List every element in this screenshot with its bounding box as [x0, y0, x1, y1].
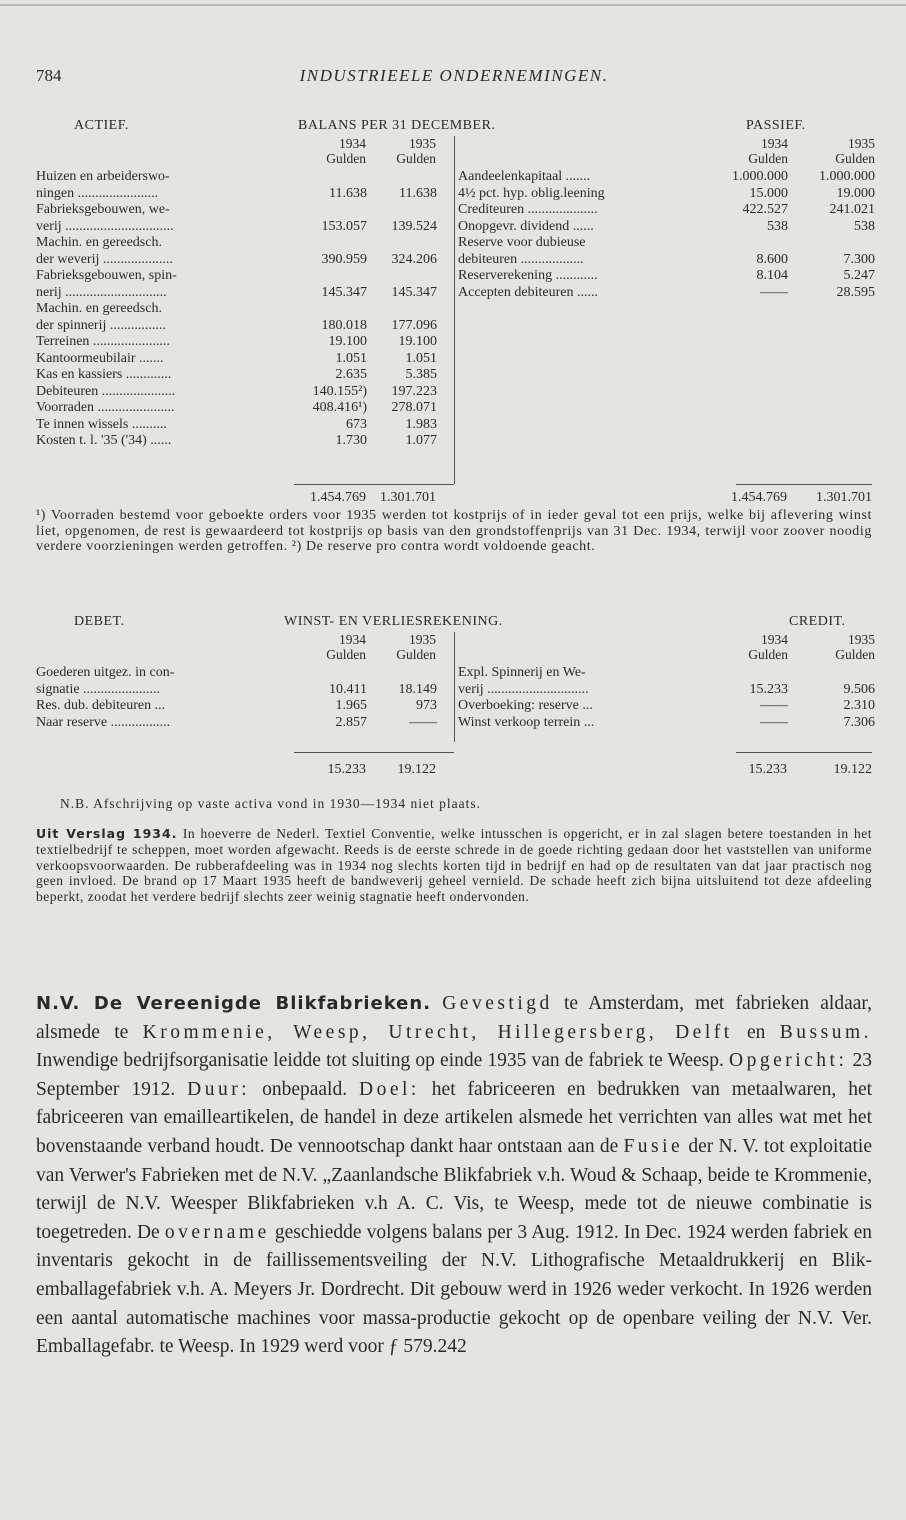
value-1935: 9.506	[843, 681, 875, 697]
value-1934: 1.000.000	[732, 169, 788, 184]
credit-row	[458, 698, 875, 715]
unit-label: Gulden	[748, 151, 788, 166]
row-label: 4½ pct. hyp. oblig.leening	[458, 185, 605, 201]
passief-column	[454, 136, 875, 484]
term-overname: overname	[164, 1221, 270, 1243]
profit-loss-heading: WINST- EN VERLIESREKENING.	[284, 614, 503, 629]
total-debet-1935: 19.122	[397, 762, 436, 777]
unit-label: Gulden	[835, 151, 875, 166]
actief-row	[36, 318, 454, 335]
credit-heading: CREDIT.	[789, 614, 846, 629]
term-fusie: Fusie	[623, 1135, 684, 1157]
total-debet-1934: 15.233	[327, 762, 366, 777]
passief-row	[458, 218, 875, 236]
term-doel: Doel:	[359, 1078, 420, 1100]
value-1934: 153.057	[321, 218, 367, 234]
actief-row	[36, 202, 454, 219]
actief-heading: ACTIEF.	[74, 118, 129, 133]
actief-row	[36, 417, 454, 434]
value-1935: 324.206	[391, 251, 437, 267]
year-1935: 1935	[409, 632, 436, 647]
value-1935: ——	[409, 714, 437, 730]
passief-row	[458, 284, 875, 302]
actief-rows	[36, 169, 454, 450]
value-1934: 673	[346, 416, 367, 432]
value-1935: 19.000	[836, 185, 875, 201]
row-label: Machin. en gereedsch.	[36, 301, 162, 316]
row-label: Te innen wissels ..........	[36, 416, 167, 432]
value-1935: 139.524	[391, 218, 437, 234]
row-label: ningen .......................	[36, 185, 159, 201]
row-label: Huizen en arbeiderswo-	[36, 169, 170, 184]
passief-rows	[458, 169, 875, 301]
actief-row	[36, 384, 454, 401]
report-lead: Uit Verslag 1934.	[36, 826, 178, 841]
value-1934: 19.100	[328, 334, 367, 349]
balance-footnote: ¹) Voorraden bestemd voor geboekte orders voor 1935 werden tot kostprijs of in ieder geval tot een prijs, welke bij aflevering winst liet, opgenomen, de rest is gewaardeerd tot kostprijs op basis van den grondstoffenprijs van 31 Dec. 1934, terwijl voor zoover noodig verdere voorzieningen werden getroffen. ²) De reserve pro contra wordt voldoende geacht.	[36, 508, 872, 554]
value-1935: 973	[416, 698, 437, 713]
row-label: Fabrieksgebouwen, spin-	[36, 268, 177, 283]
row-label: verij .............................	[458, 681, 589, 697]
company-text: en	[747, 1021, 766, 1043]
page-title: INDUSTRIEELE ONDERNEMINGEN.	[299, 66, 609, 85]
nb-note: N.B. Afschrijving op vaste activa vond in 1930—1934 niet plaats.	[60, 796, 481, 811]
total-passief-1935: 1.301.701	[816, 490, 872, 505]
value-1935: 7.300	[843, 251, 875, 267]
term-gevestigd: Gevestigd	[442, 993, 553, 1014]
profit-loss-totals	[36, 762, 872, 782]
debet-row	[36, 665, 454, 682]
total-credit-1934: 15.233	[748, 762, 787, 777]
value-1935: 278.071	[391, 400, 437, 415]
row-label: Terreinen ......................	[36, 334, 170, 349]
value-1934: 2.635	[335, 367, 367, 382]
value-1934: 408.416¹)	[312, 400, 367, 415]
year-1935: 1935	[848, 136, 875, 151]
actief-row	[36, 433, 454, 450]
term-duur: Duur:	[187, 1078, 251, 1100]
total-rule	[294, 484, 454, 485]
unit-label: Gulden	[835, 647, 875, 662]
total-credit-1935: 19.122	[833, 762, 872, 777]
total-actief-1935: 1.301.701	[380, 490, 436, 505]
value-1935: 1.000.000	[819, 169, 875, 184]
value-1934: 1.730	[335, 433, 367, 448]
profit-loss-account	[36, 614, 875, 777]
value-1935: 5.247	[843, 268, 875, 283]
actief-row	[36, 285, 454, 302]
company-text: 23 September 1912.	[36, 1050, 872, 1100]
value-1935: 177.096	[391, 317, 437, 333]
row-label: Res. dub. debiteuren ...	[36, 698, 166, 713]
unit-label: Gulden	[326, 151, 366, 166]
row-label: Goederen uitgez. in con-	[36, 665, 175, 680]
value-1934: 8.104	[756, 268, 788, 283]
year-1934: 1934	[761, 136, 788, 151]
unit-label: Gulden	[748, 647, 788, 662]
value-1934: 145.347	[321, 284, 367, 300]
company-text: der N. V. tot exploitatie van Verwer's Fabrieken met de N.V. „Zaanlandsche Blikfabriek v.h. Woud & Schaap, beide te Krommenie, terwijl de N.V. Weesper Blikfabrieken v.h A. C. Vis, te Weesp, mede tot de nieuwe combinatie is toegetreden. De	[36, 1135, 873, 1243]
year-1934: 1934	[761, 632, 788, 647]
value-1935: 5.385	[405, 367, 437, 382]
debet-row	[36, 698, 454, 715]
actief-row	[36, 252, 454, 269]
value-1935: 28.595	[836, 284, 875, 300]
total-rule	[736, 484, 872, 485]
row-label: Aandeelenkapitaal .......	[458, 169, 591, 184]
debet-column	[36, 632, 454, 731]
value-1934: 180.018	[321, 317, 367, 333]
places-list: Krommenie, Weesp, Utrecht, Hillegersberg, Delft	[142, 1021, 733, 1043]
actief-row	[36, 400, 454, 417]
place-bussum: Bussum.	[779, 1021, 873, 1043]
row-label: Machin. en gereedsch.	[36, 235, 162, 250]
row-label: Kosten t. l. '35 ('34) ......	[36, 433, 172, 448]
row-label: der spinnerij ................	[36, 317, 166, 333]
row-label: Onopgevr. dividend ......	[458, 218, 594, 234]
year-1935: 1935	[848, 632, 875, 647]
top-edge	[0, 4, 906, 6]
value-1935: 145.347	[391, 284, 437, 300]
company-text: te Amsterdam, met fabrieken aldaar, alsmede te	[36, 993, 872, 1043]
value-1935: 11.638	[399, 185, 437, 201]
value-1935: 19.100	[398, 334, 437, 349]
value-1934: 2.857	[335, 714, 367, 730]
actief-row	[36, 235, 454, 252]
debet-heading: DEBET.	[74, 614, 125, 629]
page-header	[36, 66, 872, 88]
actief-row	[36, 301, 454, 318]
value-1934: 1.051	[335, 350, 367, 366]
value-1934: 140.155²)	[312, 383, 367, 399]
row-label: Fabrieksgebouwen, we-	[36, 202, 170, 217]
term-opgericht: Opgericht:	[728, 1050, 848, 1072]
total-rule	[294, 752, 454, 753]
unit-label: Gulden	[396, 151, 436, 166]
company-text: het fabriceeren en bedrukken van metaalwaren, het fabriceeren van emailleartikelen, de handel in deze artikelen alsmede het verrichten van alles wat met het bovenstaande verband houdt. De vennootschap dankt haar ontstaan aan de	[36, 1078, 873, 1157]
value-1935: 2.310	[843, 698, 875, 713]
debet-row	[36, 682, 454, 699]
company-text: geschiedde volgens balans per 3 Aug. 1912. In Dec. 1924 werden fabriek en inventaris gekocht in de faillissementsveiling der N.V. Lithografische Metaaldrukkerij en Blik-emballagefabriek v.h. A. Meyers Jr. Dordrecht. Dit gebouw werd in 1926 weder verkocht. In 1926 werden een aantal automatische machines voor massa-productie gekocht op de openbare veiling der N.V. Ver. Emballagefabr. te Weesp. In 1929 werd voor ƒ 579.242	[36, 1221, 873, 1358]
debet-row	[36, 715, 454, 732]
row-label: Crediteuren ....................	[458, 202, 598, 217]
total-actief-1934: 1.454.769	[310, 490, 366, 505]
passief-heading: PASSIEF.	[746, 118, 806, 133]
balance-sheet	[36, 118, 875, 505]
value-1934: 10.411	[329, 681, 367, 697]
value-1935: 538	[854, 218, 875, 234]
credit-row	[458, 714, 875, 732]
row-label: signatie ......................	[36, 681, 161, 697]
credit-rows	[458, 665, 875, 731]
debet-rows	[36, 665, 454, 731]
company-name: N.V. De Vereenigde Blikfabrieken.	[36, 993, 432, 1014]
value-1935: 1.983	[405, 416, 437, 432]
row-label: Debiteuren .....................	[36, 383, 176, 399]
row-label: Accepten debiteuren ......	[458, 284, 598, 300]
year-1934: 1934	[339, 632, 366, 647]
value-1935: 241.021	[829, 202, 875, 217]
value-1935: 1.051	[405, 350, 437, 366]
value-1935: 1.077	[405, 433, 437, 448]
value-1934: ——	[760, 284, 788, 300]
page-number: 784	[36, 66, 62, 85]
actief-column	[36, 136, 454, 450]
row-label: debiteuren ..................	[458, 251, 584, 267]
value-1934: ——	[760, 698, 788, 713]
actief-row	[36, 186, 454, 203]
row-label: Overboeking: reserve ...	[458, 698, 593, 713]
value-1934: ——	[760, 714, 788, 730]
value-1934: 15.233	[749, 681, 788, 697]
actief-row	[36, 169, 454, 186]
row-label: Kas en kassiers .............	[36, 367, 172, 382]
row-label: der weverij ....................	[36, 251, 173, 267]
actief-row	[36, 268, 454, 285]
total-passief-1934: 1.454.769	[731, 490, 787, 505]
year-1934: 1934	[339, 136, 366, 151]
value-1934: 390.959	[321, 251, 367, 267]
balance-totals	[36, 490, 872, 510]
passief-row	[458, 251, 875, 269]
row-label: Expl. Spinnerij en We-	[458, 665, 586, 680]
row-label: Naar reserve .................	[36, 714, 171, 730]
credit-row	[458, 665, 872, 682]
balance-heading: BALANS PER 31 DECEMBER.	[298, 118, 496, 133]
total-rule	[736, 752, 872, 753]
company-entry	[36, 990, 872, 1362]
passief-row	[458, 169, 875, 186]
passief-row	[458, 185, 875, 203]
value-1934: 8.600	[756, 251, 788, 267]
company-text: Inwendige bedrijfsorganisatie leidde tot sluiting op einde 1935 van de fabriek te Weesp.	[36, 1050, 724, 1072]
actief-row	[36, 334, 454, 351]
row-label: nerij .............................	[36, 284, 167, 300]
row-label: verij ...............................	[36, 218, 174, 234]
company-text: onbepaald.	[262, 1078, 348, 1100]
value-1934: 11.638	[329, 185, 367, 201]
value-1935: 7.306	[843, 714, 875, 730]
passief-row	[458, 235, 872, 252]
value-1935: 18.149	[398, 681, 437, 697]
passief-row	[458, 268, 875, 285]
actief-row	[36, 367, 454, 384]
value-1934: 422.527	[742, 202, 788, 217]
credit-column	[454, 632, 875, 742]
unit-label: Gulden	[396, 647, 436, 662]
passief-row	[458, 202, 875, 219]
credit-row	[458, 681, 875, 699]
value-1934: 1.965	[335, 698, 367, 713]
value-1934: 538	[767, 218, 788, 234]
actief-row	[36, 351, 454, 368]
row-label: Reserverekening ............	[458, 268, 598, 283]
report-excerpt	[36, 826, 872, 905]
report-text: In hoeverre de Nederl. Textiel Conventie, welke intusschen is opgericht, er in zal slagen betere toestanden in het textielbedrijf te scheppen, moet worden afgewacht. Reeds is de eerste schrede in de goede richting gedaan door het vaststellen van uniforme verkoopsvoorwaarden. De rubberafdeeling was in 1934 nog slechts korten tijd in bedrijf en had op de resultaten van dat jaar practisch nog geen invloed. De brand op 17 Maart 1935 heeft de bandweverij geheel vernield. De schade heeft zich bijna uitsluitend tot deze afdeeling beperkt, zoodat het verdere bedrijf slechts zeer weinig stagnatie heeft ondervonden.	[36, 826, 872, 905]
unit-label: Gulden	[326, 647, 366, 662]
row-label: Winst verkoop terrein ...	[458, 714, 595, 730]
year-1935: 1935	[409, 136, 436, 151]
row-label: Kantoormeubilair .......	[36, 350, 164, 366]
row-label: Voorraden ......................	[36, 400, 175, 415]
value-1935: 197.223	[391, 383, 437, 399]
row-label: Reserve voor dubieuse	[458, 235, 586, 250]
value-1934: 15.000	[749, 185, 788, 201]
actief-row	[36, 219, 454, 236]
